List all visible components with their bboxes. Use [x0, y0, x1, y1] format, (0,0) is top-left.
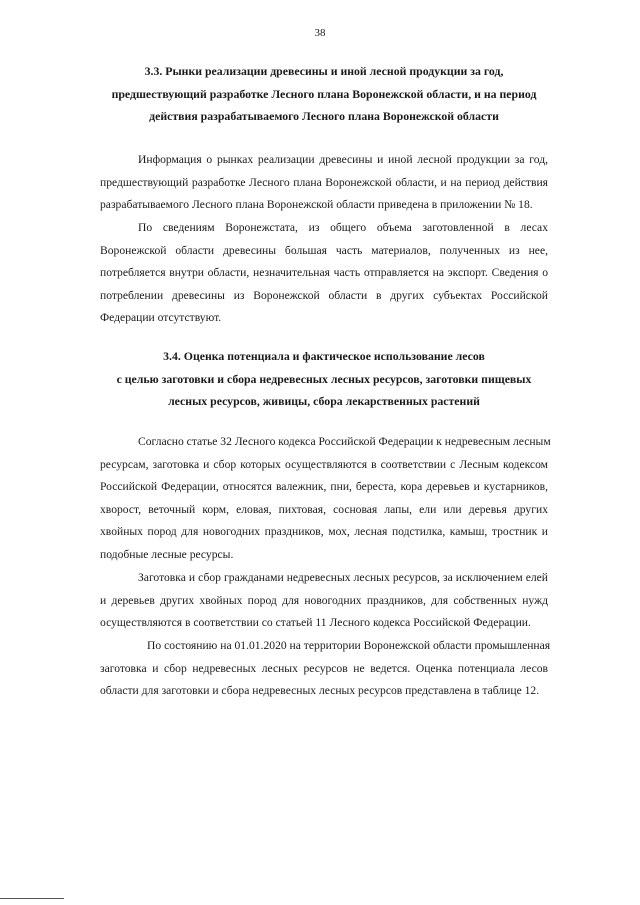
section-title-line: 3.4. Оценка потенциала и фактическое использование лесов: [163, 349, 485, 363]
paragraph-line: Воронежской области древесины большая часть материалов, полученных из нее,: [100, 243, 548, 257]
paragraph-line: Федерации отсутствуют.: [100, 311, 222, 325]
paragraph-line: потребляется внутри области, незначительная часть отправляется на экспорт. Сведения о: [100, 266, 548, 280]
page-number: 38: [314, 27, 326, 39]
paragraph: [100, 217, 548, 330]
section-3-4-title: [100, 345, 548, 413]
paragraph-line: хвойных пород для новогодних праздников, мох, лесная подстилка, камыш, тростник и: [100, 525, 548, 539]
section-title-line: действия разрабатываемого Лесного плана Воронежской области: [149, 109, 499, 123]
section-title-line: с целью заготовки и сбора недревесных лесных ресурсов, заготовки пищевых: [116, 371, 532, 386]
paragraph-line: По состоянию на 01.01.2020 на территории Воронежской области промышленная: [147, 639, 551, 652]
paragraph: [100, 431, 551, 567]
paragraph-line: Российской Федерации, относятся валежник, пни, береста, кора деревьев и кустарников,: [100, 480, 548, 494]
paragraph-line: Согласно статье 32 Лесного кодекса Российской Федерации к недревесным лесным: [138, 435, 551, 448]
paragraph: [100, 635, 551, 703]
paragraph-line: области для заготовки и сбора недревесных лесных ресурсов представлена в таблице 12.: [100, 684, 540, 698]
paragraph-line: хворост, веточный корм, еловая, пихтовая, сосновая лапы, ели или деревья других: [100, 502, 548, 516]
paragraph-line: и деревьев других хвойных пород для новогодних праздников, для собственных нужд: [100, 593, 548, 607]
paragraph-line: подобные лесные ресурсы.: [100, 547, 234, 561]
paragraph-line: разрабатываемого Лесного плана Воронежской области приведена в приложении № 18.: [100, 198, 533, 212]
paragraph: [100, 567, 548, 635]
paragraph-line: Заготовка и сбор гражданами недревесных лесных ресурсов, за исключением елей: [138, 571, 548, 584]
footnote-separator: [0, 898, 64, 899]
section-title-line: предшествующий разработке Лесного плана Воронежской области, и на период: [111, 86, 537, 101]
section-title-line: лесных ресурсов, живицы, сбора лекарственных растений: [168, 394, 480, 408]
section-3-3-title: [100, 60, 548, 128]
paragraph-line: заготовка и сбор недревесных лесных ресурсов не ведется. Оценка потенциала лесов: [100, 661, 548, 675]
paragraph-line: По сведениям Воронежстата, из общего объема заготовленной в лесах: [138, 221, 548, 234]
paragraph-line: потреблении древесины из Воронежской области в других субъектах Российской: [100, 288, 548, 302]
paragraph-line: осуществляются в соответствии со статьей 11 Лесного кодекса Российской Федерации.: [100, 616, 531, 630]
paragraph-line: Информация о рынках реализации древесины и иной лесной продукции за год,: [138, 153, 548, 166]
paragraph: [100, 149, 548, 217]
paragraph-line: ресурсам, заготовка и сбор которых осуществляются в соответствии с Лесным кодексом: [100, 457, 548, 471]
section-title-line: 3.3. Рынки реализации древесины и иной лесной продукции за год,: [144, 64, 504, 78]
paragraph-line: предшествующий разработке Лесного плана Воронежской области, и на период действия: [100, 175, 548, 189]
